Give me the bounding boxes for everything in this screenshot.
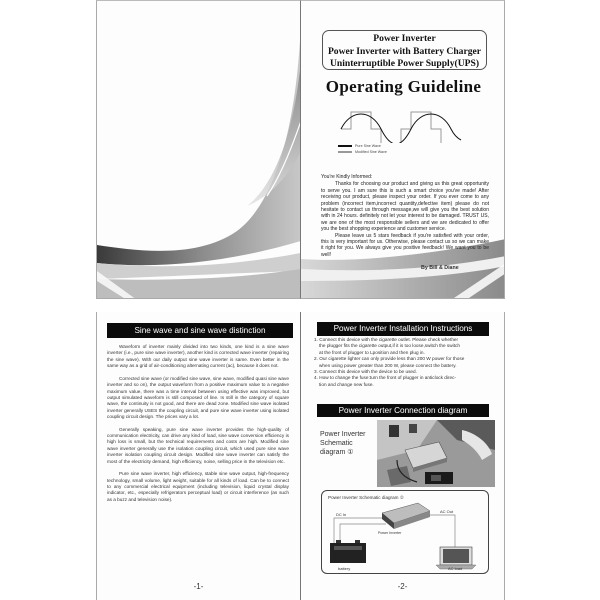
ac-load-label: AC load xyxy=(448,566,463,571)
battery-label: battery xyxy=(338,566,351,571)
page-2 xyxy=(300,312,505,600)
section-heading-sine-wave: Sine wave and sine wave distinction xyxy=(107,323,293,338)
legend-modified-sine: Modified Sine Wave xyxy=(338,149,387,155)
sine-wave-diagram xyxy=(339,109,464,143)
letter-paragraph: Please leave us 5 stars feedback if you're satisfied with your order, this is very important for us. Otherwise, please contact us so we can make it right for you. We always give you positive feedback! We want you to be well! xyxy=(321,232,489,258)
sine-wave-body xyxy=(107,344,289,510)
product-line-3: Uninterruptible Power Supply(UPS) xyxy=(329,58,480,69)
wave-legend xyxy=(338,143,387,155)
letter-greeting: You're Kindly Informed: xyxy=(321,174,373,180)
front-cover-page xyxy=(300,0,505,299)
product-title-box xyxy=(322,30,487,70)
instruction-item: 2. Our cigarette lighter can only provide less than 200 W power for those when using power greater than 200 W, please connect the battery. xyxy=(314,356,465,368)
page-number: -2- xyxy=(397,582,408,591)
car-inverter-photo xyxy=(377,420,495,487)
body-paragraph: Corrected sine wave (or modified sine wave, sine wave, modified quasi sine wave inverter and so on), the output waveform from a positive maximum value to a negative maximum value, there was a time interval between using effective was improved, but output simulated waveform is still composed of line. Is still in the category of square wave, the continuity is not good, and there are dead zone. Modified sine wave isolated inverter generally USES the coupling circuit, and pure sine wave inverter using isolated coupling circuit design. The prices vary a lot. xyxy=(107,375,289,419)
schematic-1-label: Power Inverter Schematic diagram ① xyxy=(320,431,366,456)
body-paragraph: Waveform of inverter mainly divided into two kinds, one kind is a sine wave inverter (i.e., pure sine wave inverter), another kind is corrected wave inverter (repairing the sine wave). With our daily output sine wave inverter is same. Even better in the same way as a grid of air-conditioning alternating current (ac), because it does not. xyxy=(107,344,289,369)
schematic-2-box xyxy=(321,490,489,574)
instruction-item: 3. Connect this device with the device to be used. xyxy=(314,369,417,375)
battery-image xyxy=(330,540,366,563)
power-inverter-image xyxy=(382,503,430,529)
dc-in-label: DC In xyxy=(336,512,347,517)
product-line-1: Power Inverter xyxy=(373,33,436,44)
letter-paragraph: Thanks for choosing our product and giving us this great opportunity to serve you. I am sure this is such a smart choice you've made! After receiving our product, please inspect your order. If you ever come to any problem (incorrect item,incorrect quantity,defective item) please do not hesitate to contact us through message,we will give you the best solution with in 24 hours. definitely not let your interest to be damaged. TRUST US, we are one of the most responsible sellers and we are dedicated to offer you the best shopping experience and customer service. xyxy=(321,181,489,233)
page-number: -1- xyxy=(193,582,204,591)
instruction-item: 4. How to change the fuse:turn the front of plugger in anticlock direc- tion and change new fuse. xyxy=(314,375,457,387)
ac-out-label: AC Out xyxy=(440,509,454,514)
instruction-item: 1. Connect this device with the cigarette outlet. Please check whether the plugger fits the cigarette output,if it is too loose,switch the switch at the front of plugger to Lposition and then plug in. xyxy=(314,337,460,355)
letter-signature: By Bill & Diane xyxy=(421,265,459,271)
decorative-swoosh-graphic xyxy=(97,1,300,299)
body-paragraph: Pure sine wave inverter, high efficiency, stable sine wave output, high-frequency technology, small volume, light weight, suitable for all kinds of load. Can be to connect to any commercial electrical equipment (including television, liquid crystal display indicator, etc., especially refrigerators perceptual load) or circuit interference (as such as a buzz and television noise). xyxy=(107,471,289,502)
inverter-label: Power Inverter xyxy=(378,531,402,535)
customer-letter xyxy=(321,174,489,258)
legend-pure-sine: Pure Sine Wave xyxy=(338,143,387,149)
installation-instructions xyxy=(314,337,494,388)
page-1 xyxy=(96,312,300,600)
body-paragraph: Generally speaking, pure sine wave inverter provides the high-quality of communication electricity, can drive any kind of load, sine wave conversion efficiency is high loss is small, but the technical requirements and costs are high. Modified sine wave inverter generally use the isolation coupling circuit, which used pure sine wave inverter isolation coupling circuit design. Modified sine wave inverter can satisfy the most of the electricity demand, high efficiency, noise, selling price in the television etc. xyxy=(107,426,289,464)
schematic-2-title: Power Inverter Schematic diagram ② xyxy=(328,495,404,500)
ac-wire xyxy=(427,515,455,549)
guide-title: Operating Guideline xyxy=(325,77,482,96)
schematic-2-wiring xyxy=(322,491,488,573)
modified-sine-wave-line xyxy=(341,112,461,143)
back-cover-page xyxy=(96,0,300,299)
product-line-2: Power Inverter with Battery Charger xyxy=(327,45,482,57)
section-heading-installation: Power Inverter Installation Instructions xyxy=(317,322,489,336)
section-heading-connection: Power Inverter Connection diagram xyxy=(317,404,489,417)
